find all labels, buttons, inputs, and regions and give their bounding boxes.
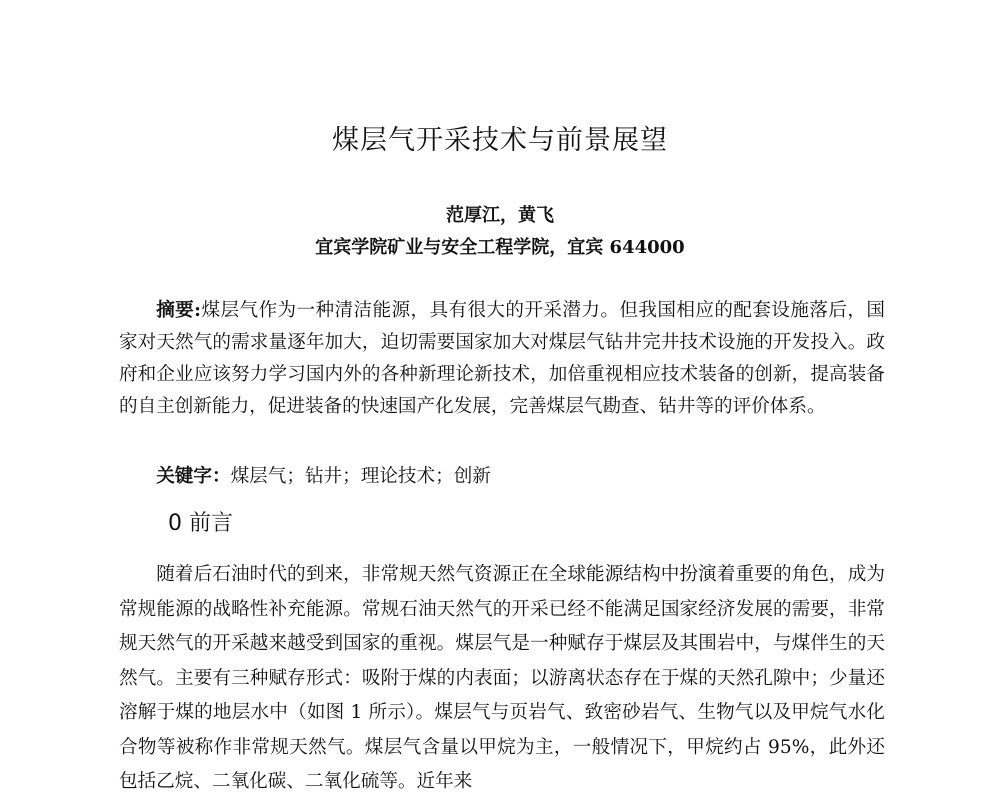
body-paragraph: 随着后石油时代的到来，非常规天然气资源正在全球能源结构中扮演着重要的角色，成为常规能源的战略性补充能源。常规石油天然气的开采已经不能满足国家经济发展的需要，非常规天然气的开采越来越受到国家的重视。煤层气是一种赋存于煤层及其围岩中，与煤伴生的天然气。主要有三种赋存形式：吸附于煤的内表面；以游离状态存在于煤的天然孔隙中；少量还溶解于煤的地层水中（如图 1 所示）。煤层气与页岩气、致密砂岩气、生物气以及甲烷气水化合物等被称作非常规天然气。煤层气含量以甲烷为主，一般情况下，甲烷约占 95%，此外还包括乙烷、二氧化碳、二氧化硫等。近年来 [119, 564, 885, 792]
keywords-line [119, 462, 885, 492]
keywords-label: 关键字： [156, 466, 231, 487]
paper-title: 煤层气开采技术与前景展望 [332, 125, 668, 156]
abstract-label: 摘要: [156, 300, 202, 321]
keywords-text: 煤层气；钻井；理论技术；创新 [230, 466, 491, 487]
abstract-paragraph [119, 295, 885, 423]
paper-affiliation: 宜宾学院矿业与安全工程学院，宜宾 644000 [315, 237, 685, 258]
paper-authors: 范厚江，黄飞 [446, 205, 554, 226]
section-heading: 0 前言 [168, 511, 233, 536]
abstract-text: 煤层气作为一种清洁能源，具有很大的开采潜力。但我国相应的配套设施落后，国家对天然气的需求量逐年加大，迫切需要国家加大对煤层气钻井完井技术设施的开发投入。政府和企业应该努力学习国内外的各种新理论新技术，加倍重视相应技术装备的创新，提高装备的自主创新能力，促进装备的快速国产化发展，完善煤层气勘查、钻井等的评价体系。 [119, 300, 885, 417]
